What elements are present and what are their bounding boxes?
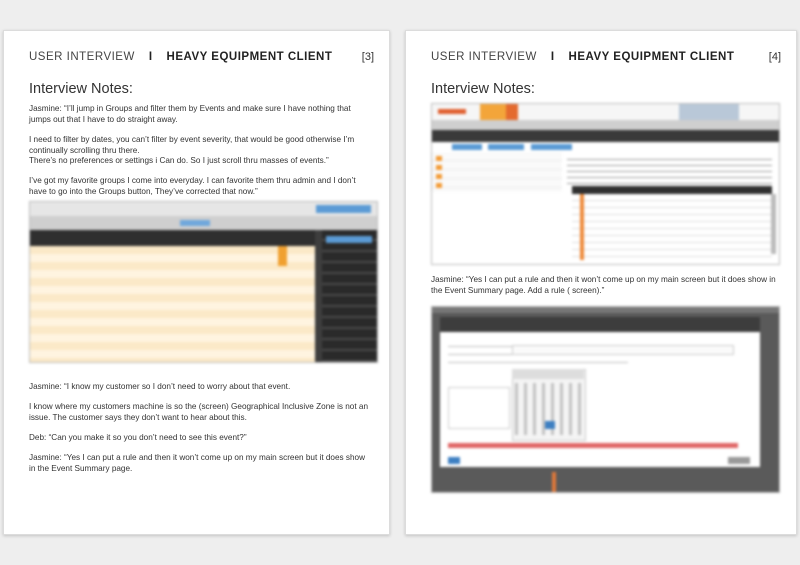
- note-paragraph: I know where my customers machine is so the (screen) Geographical Inclusive Zone is not an issue. The customer says they don’t want to hear about this.: [29, 402, 369, 422]
- page-title: Interview Notes:: [29, 81, 133, 97]
- note-paragraph: There’s no preferences or settings i Can do. So I just scroll thru masses of events.”: [29, 156, 329, 165]
- document-page-3: [3, 30, 390, 535]
- page-header: [29, 49, 374, 65]
- equipment-list-screenshot: [29, 201, 378, 363]
- note-paragraph: I need to filter by dates, you can’t filter by event severity, that would be good otherwise I’m continually scrolling thru there.: [29, 135, 355, 155]
- note-paragraph: I’ve got my favorite groups I come into everyday. I can favorite them thru admin and I don’t have to go into the Groups button, They’ve corrected that now.”: [29, 176, 356, 196]
- note-paragraph: Jasmine: “Yes I can put a rule and then it won’t come up on my main screen but it does show in the Event Summary page.: [29, 453, 366, 473]
- add-rule-modal-screenshot: [431, 306, 780, 493]
- header-client: HEAVY EQUIPMENT CLIENT: [166, 51, 333, 63]
- note-paragraph: Jasmine: “I’ll jump in Groups and filter them by Events and make sure I have nothing that jumps out that I have to do straight away.: [29, 104, 351, 124]
- page-number: [3]: [361, 51, 374, 63]
- page-title: Interview Notes:: [431, 81, 535, 97]
- note-paragraph: Jasmine: “I know my customer so I don’t need to worry about that event.: [29, 382, 291, 391]
- note-paragraph: Jasmine: “Yes I can put a rule and then it won’t come up on my main screen but it does show in the Event Summary page. Add a rule ( screen).”: [431, 275, 776, 295]
- event-summary-screenshot: [431, 103, 780, 265]
- header-separator: I: [148, 51, 153, 63]
- page-number: [4]: [768, 51, 781, 63]
- header-separator: I: [550, 51, 555, 63]
- page-header: [431, 49, 781, 65]
- header-label: USER INTERVIEW: [431, 51, 537, 63]
- document-page-4: [405, 30, 797, 535]
- header-client: HEAVY EQUIPMENT CLIENT: [568, 51, 735, 63]
- header-label: USER INTERVIEW: [29, 51, 135, 63]
- note-paragraph: Deb: “Can you make it so you don’t need to see this event?”: [29, 433, 247, 442]
